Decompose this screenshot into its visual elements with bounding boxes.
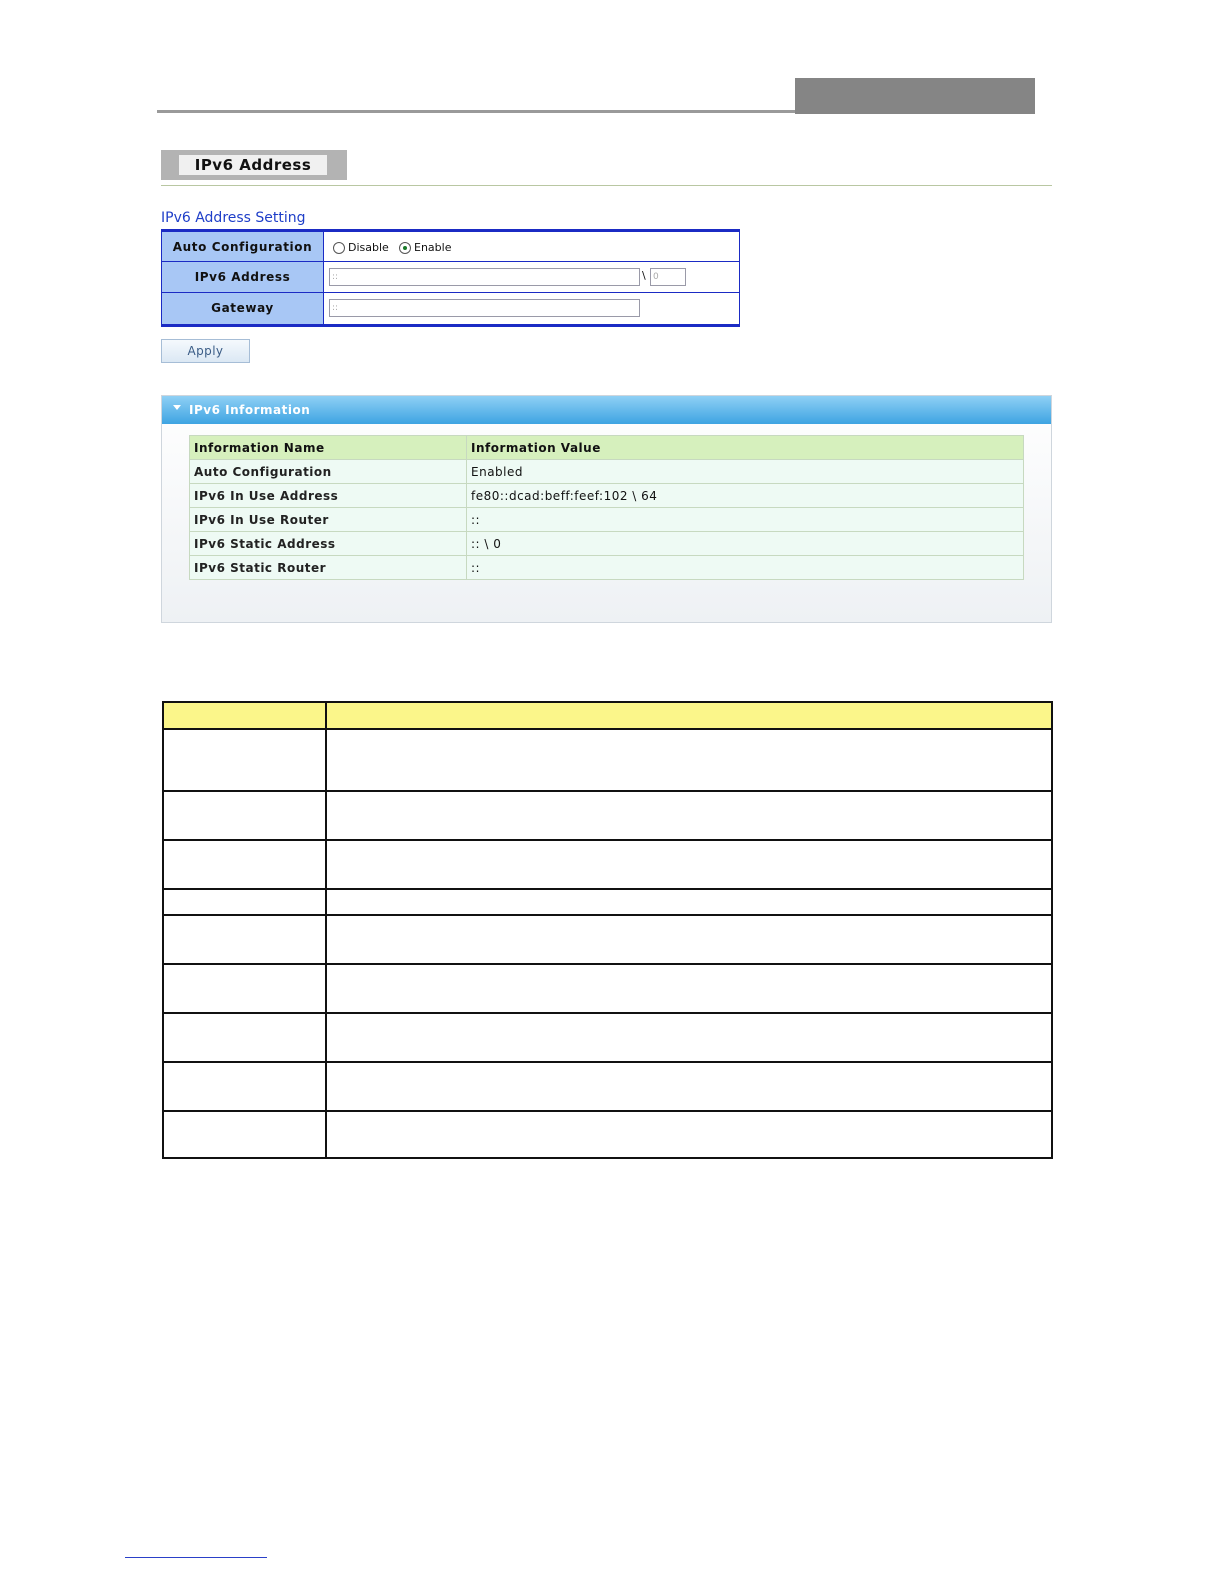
info-value: fe80::dcad:beff:feef:102 \ 64 [467,484,1024,508]
ipv6-address-row [162,262,739,293]
info-name: IPv6 Static Address [190,532,467,556]
info-value: :: [467,556,1024,580]
description-row [164,1014,1051,1063]
description-row [164,965,1051,1014]
radio-disable[interactable] [333,241,389,254]
ipv6-info-header[interactable] [162,396,1051,424]
description-row [164,1063,1051,1112]
ipv6-info-title: IPv6 Information [189,403,311,417]
title-divider [161,185,1052,186]
gateway-row [162,293,739,324]
auto-config-row [162,232,739,262]
description-row [164,890,1051,916]
table-header-row [190,436,1024,460]
table-row [190,508,1024,532]
description-header-row [164,703,1051,730]
radio-disable-icon[interactable] [333,242,345,254]
footer-link-underline[interactable] [125,1557,267,1558]
description-row [164,841,1051,890]
setting-form [161,229,740,327]
gateway-input[interactable]: :: [329,299,640,317]
table-row [190,556,1024,580]
description-row [164,916,1051,965]
column-header-value: Information Value [467,436,1024,460]
table-row [190,484,1024,508]
auto-config-label: Auto Configuration [162,232,324,261]
radio-disable-label: Disable [348,241,389,254]
collapse-arrow-icon[interactable] [173,405,181,410]
info-name: Auto Configuration [190,460,467,484]
table-row [190,460,1024,484]
column-header-name: Information Name [190,436,467,460]
prefix-length-input[interactable]: 0 [650,268,686,286]
info-name: IPv6 In Use Address [190,484,467,508]
info-value: Enabled [467,460,1024,484]
description-column-divider [325,703,327,1157]
ipv6-info-panel [161,395,1052,623]
description-row [164,730,1051,792]
ipv6-address-input[interactable]: :: [329,268,640,286]
header-rule [157,110,795,113]
setting-heading: IPv6 Address Setting [161,210,306,226]
info-name: IPv6 In Use Router [190,508,467,532]
gateway-label: Gateway [162,293,324,324]
description-row [164,1112,1051,1157]
description-table [162,701,1053,1159]
apply-button[interactable]: Apply [161,339,250,363]
ipv6-address-inputs [325,262,739,292]
info-name: IPv6 Static Router [190,556,467,580]
page-title: IPv6 Address [179,155,327,175]
description-row [164,792,1051,841]
header-block [795,78,1035,114]
table-row [190,532,1024,556]
page-title-tab [161,150,347,180]
ipv6-address-label: IPv6 Address [162,262,324,292]
ipv6-info-table [189,435,1024,580]
radio-enable-icon[interactable] [399,242,411,254]
gateway-inputs [325,293,739,324]
auto-config-options [325,232,739,261]
prefix-separator: \ [642,269,646,282]
radio-enable[interactable] [399,241,451,254]
info-value: :: [467,508,1024,532]
radio-enable-label: Enable [414,241,452,254]
info-value: :: \ 0 [467,532,1024,556]
